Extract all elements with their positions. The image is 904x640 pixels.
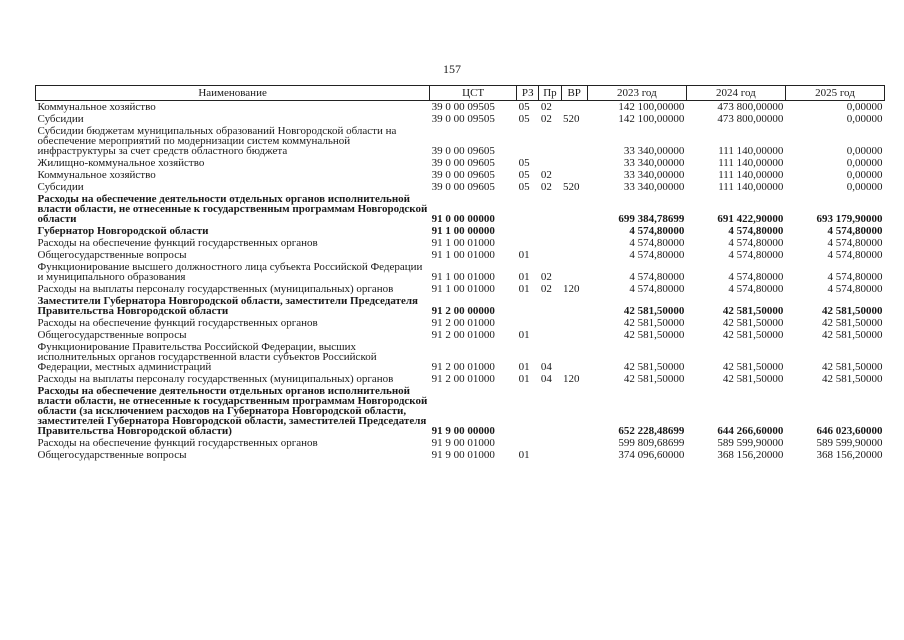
cell-2023: 42 581,50000 (623, 361, 685, 373)
table-row (36, 373, 885, 385)
cell-2025: 4 574,80000 (827, 249, 883, 261)
cell-2024: 473 800,00000 (717, 113, 784, 125)
cell-vr (561, 437, 587, 449)
table-row (36, 193, 885, 225)
cell-vr: 520 (563, 181, 580, 193)
cell-name: Расходы на обеспечение деятельности отдельных органов исполнительной власти области, не отнесенные к государственным программам Новгородской области (за исключением расходов на Губернатора Новгородской области, заместителей Губернатора Новгородской области, заместителей Председателя Правительства Новгородской области) (37, 385, 428, 437)
cell-pr: 02 (540, 271, 552, 283)
cell-2023: 4 574,80000 (629, 237, 685, 249)
cell-2025: 0,00000 (846, 169, 883, 181)
cell-cst: 91 9 00 00000 (431, 425, 495, 437)
cell-cst: 39 0 00 09605 (431, 169, 495, 181)
cell-name: Общегосударственные вопросы (37, 249, 187, 261)
cell-2023: 42 581,50000 (623, 329, 685, 341)
table-row (36, 249, 885, 261)
cell-2025: 4 574,80000 (827, 237, 883, 249)
table-row (36, 125, 885, 157)
table-row (36, 437, 885, 449)
cell-cst: 39 0 00 09505 (431, 113, 495, 125)
cell-vr (561, 157, 587, 169)
header-rz: РЗ (517, 86, 539, 101)
cell-cst: 91 1 00 00000 (431, 225, 495, 237)
cell-rz: 05 (518, 101, 530, 113)
cell-2024: 4 574,80000 (728, 237, 784, 249)
cell-cst: 91 1 00 01000 (431, 271, 495, 283)
cell-pr: 02 (540, 113, 552, 125)
cell-name: Заместители Губернатора Новгородской области, заместители Председателя Правительства Новгородской области (37, 295, 418, 317)
table-row (36, 169, 885, 181)
cell-vr (561, 169, 587, 181)
cell-pr: 02 (540, 169, 552, 181)
cell-cst: 91 9 00 01000 (431, 437, 495, 449)
cell-rz: 01 (518, 283, 530, 295)
cell-vr (561, 237, 587, 249)
cell-2023: 4 574,80000 (629, 283, 685, 295)
cell-2024: 42 581,50000 (722, 305, 784, 317)
cell-2025: 0,00000 (846, 157, 883, 169)
cell-rz (517, 193, 539, 225)
cell-2023: 374 096,60000 (618, 449, 685, 461)
cell-2024: 4 574,80000 (728, 249, 784, 261)
cell-cst: 91 0 00 00000 (431, 213, 495, 225)
cell-2023: 42 581,50000 (623, 305, 685, 317)
cell-2025: 0,00000 (846, 145, 883, 157)
cell-cst: 39 0 00 09505 (431, 101, 495, 113)
cell-rz: 01 (518, 361, 530, 373)
cell-vr (561, 329, 587, 341)
cell-vr (561, 295, 587, 317)
table-row (36, 295, 885, 317)
cell-cst: 91 1 00 01000 (431, 283, 495, 295)
cell-2023: 4 574,80000 (629, 249, 685, 261)
cell-name: Расходы на выплаты персоналу государственных (муниципальных) органов (37, 283, 394, 295)
cell-pr: 02 (540, 181, 552, 193)
cell-2024: 111 140,00000 (718, 145, 784, 157)
cell-cst: 39 0 00 09605 (431, 145, 495, 157)
cell-name: Расходы на обеспечение функций государственных органов (37, 437, 318, 449)
cell-rz: 05 (518, 157, 530, 169)
table-row (36, 181, 885, 193)
cell-pr (539, 193, 561, 225)
cell-cst: 91 2 00 00000 (431, 305, 495, 317)
cell-vr (561, 193, 587, 225)
cell-rz: 05 (518, 169, 530, 181)
table-row (36, 317, 885, 329)
cell-cst: 91 2 00 01000 (431, 329, 495, 341)
header-2025: 2025 год (785, 86, 884, 101)
cell-name: Расходы на обеспечение деятельности отдельных органов исполнительной власти области, не отнесенные к государственным программам Новгородской области (37, 193, 428, 225)
cell-pr: 02 (540, 283, 552, 295)
header-2023: 2023 год (587, 86, 686, 101)
table-row (36, 237, 885, 249)
cell-cst: 91 1 00 01000 (431, 249, 495, 261)
cell-vr: 520 (563, 113, 580, 125)
cell-vr: 120 (563, 283, 580, 295)
cell-2024: 42 581,50000 (722, 373, 784, 385)
cell-vr (561, 249, 587, 261)
cell-2024: 4 574,80000 (728, 283, 784, 295)
cell-2023: 699 384,78699 (618, 213, 685, 225)
cell-cst: 91 2 00 01000 (431, 361, 495, 373)
cell-2025: 0,00000 (846, 113, 883, 125)
table-row (36, 157, 885, 169)
cell-rz: 01 (518, 329, 530, 341)
cell-2025: 589 599,90000 (816, 437, 883, 449)
table-row (36, 283, 885, 295)
cell-2024: 42 581,50000 (722, 329, 784, 341)
cell-2025: 42 581,50000 (822, 373, 883, 385)
cell-cst: 91 9 00 01000 (431, 449, 495, 461)
cell-2023: 33 340,00000 (623, 181, 685, 193)
cell-name: Функционирование Правительства Российской Федерации, высших исполнительных органов государственной власти субъектов Российской Федерации, местных администраций (37, 341, 377, 373)
cell-2024: 42 581,50000 (722, 317, 784, 329)
cell-name: Расходы на обеспечение функций государственных органов (37, 317, 318, 329)
cell-vr (561, 385, 587, 437)
cell-vr (561, 341, 587, 373)
cell-name: Субсидии бюджетам муниципальных образований Новгородской области на обеспечение мероприятий по модернизации систем коммунальной инфраструктуры за счет средств областного бюджета (37, 125, 397, 157)
cell-2025: 42 581,50000 (822, 361, 883, 373)
header-vr: ВР (561, 86, 587, 101)
cell-vr: 120 (563, 373, 580, 385)
cell-pr (539, 437, 561, 449)
table-body (36, 101, 885, 462)
table-row (36, 449, 885, 461)
cell-rz (517, 317, 539, 329)
cell-vr (561, 225, 587, 237)
cell-name: Коммунальное хозяйство (37, 101, 156, 113)
header-name: Наименование (36, 86, 430, 101)
cell-2024: 4 574,80000 (728, 271, 784, 283)
cell-name: Субсидии (37, 181, 84, 193)
cell-pr (539, 125, 561, 157)
cell-pr: 02 (540, 101, 552, 113)
cell-2023: 652 228,48699 (618, 425, 685, 437)
cell-2024: 111 140,00000 (718, 169, 784, 181)
cell-2024: 4 574,80000 (728, 225, 784, 237)
cell-pr (539, 225, 561, 237)
cell-rz (517, 385, 539, 437)
cell-pr (539, 157, 561, 169)
cell-2025: 4 574,80000 (827, 271, 883, 283)
cell-2024: 473 800,00000 (717, 101, 784, 113)
header-2024: 2024 год (686, 86, 785, 101)
cell-pr (539, 385, 561, 437)
budget-table (35, 85, 885, 461)
cell-rz (517, 125, 539, 157)
cell-2024: 368 156,20000 (717, 449, 784, 461)
cell-name: Расходы на обеспечение функций государственных органов (37, 237, 318, 249)
cell-2024: 644 266,60000 (717, 425, 784, 437)
cell-vr (561, 449, 587, 461)
cell-cst: 39 0 00 09605 (431, 181, 495, 193)
cell-rz (517, 437, 539, 449)
cell-2023: 4 574,80000 (629, 225, 685, 237)
cell-2025: 42 581,50000 (822, 317, 883, 329)
cell-name: Коммунальное хозяйство (37, 169, 156, 181)
cell-name: Субсидии (37, 113, 84, 125)
cell-2025: 693 179,90000 (816, 213, 883, 225)
cell-2025: 4 574,80000 (827, 225, 883, 237)
cell-name: Жилищно-коммунальное хозяйство (37, 157, 205, 169)
page-number: 157 (443, 62, 461, 76)
table-header-row (36, 86, 885, 101)
cell-name: Функционирование высшего должностного лица субъекта Российской Федерации и муниципального образования (37, 261, 423, 283)
cell-rz (517, 225, 539, 237)
cell-rz: 01 (518, 271, 530, 283)
cell-rz: 01 (518, 373, 530, 385)
cell-cst: 39 0 00 09605 (431, 157, 495, 169)
cell-2024: 111 140,00000 (718, 181, 784, 193)
cell-pr (539, 249, 561, 261)
cell-cst: 91 2 00 01000 (431, 373, 495, 385)
cell-2025: 0,00000 (846, 181, 883, 193)
cell-pr (539, 329, 561, 341)
cell-2023: 142 100,00000 (618, 113, 685, 125)
table-row (36, 385, 885, 437)
cell-2023: 33 340,00000 (623, 169, 685, 181)
cell-2025: 0,00000 (846, 101, 883, 113)
table-row (36, 261, 885, 283)
cell-name: Общегосударственные вопросы (37, 329, 187, 341)
cell-pr (539, 237, 561, 249)
cell-2023: 33 340,00000 (623, 157, 685, 169)
cell-pr: 04 (540, 361, 552, 373)
cell-2023: 42 581,50000 (623, 317, 685, 329)
cell-name: Расходы на выплаты персоналу государственных (муниципальных) органов (37, 373, 394, 385)
cell-2024: 691 422,90000 (717, 213, 784, 225)
cell-2023: 599 809,68699 (618, 437, 685, 449)
cell-rz: 01 (518, 449, 530, 461)
cell-vr (561, 317, 587, 329)
cell-2023: 142 100,00000 (618, 101, 685, 113)
cell-pr (539, 295, 561, 317)
table-row (36, 225, 885, 237)
cell-pr (539, 449, 561, 461)
cell-2025: 4 574,80000 (827, 283, 883, 295)
table-row (36, 113, 885, 125)
cell-2023: 42 581,50000 (623, 373, 685, 385)
cell-vr (561, 101, 587, 114)
cell-2024: 111 140,00000 (718, 157, 784, 169)
cell-vr (561, 261, 587, 283)
cell-pr: 04 (540, 373, 552, 385)
budget-table-container (35, 85, 885, 461)
cell-name: Губернатор Новгородской области (37, 225, 209, 237)
table-row (36, 341, 885, 373)
cell-rz: 01 (518, 249, 530, 261)
table-row (36, 101, 885, 114)
cell-2025: 646 023,60000 (816, 425, 883, 437)
cell-2023: 4 574,80000 (629, 271, 685, 283)
cell-rz: 05 (518, 113, 530, 125)
cell-2024: 589 599,90000 (717, 437, 784, 449)
cell-2025: 42 581,50000 (822, 329, 883, 341)
header-pr: Пр (539, 86, 561, 101)
table-row (36, 329, 885, 341)
cell-rz (517, 295, 539, 317)
header-cst: ЦСТ (430, 86, 517, 101)
cell-2023: 33 340,00000 (623, 145, 685, 157)
cell-rz: 05 (518, 181, 530, 193)
cell-rz (517, 237, 539, 249)
cell-2025: 368 156,20000 (816, 449, 883, 461)
cell-2025: 42 581,50000 (822, 305, 883, 317)
cell-vr (561, 125, 587, 157)
cell-pr (539, 317, 561, 329)
cell-2024: 42 581,50000 (722, 361, 784, 373)
cell-name: Общегосударственные вопросы (37, 449, 187, 461)
cell-cst: 91 2 00 01000 (431, 317, 495, 329)
cell-cst: 91 1 00 01000 (431, 237, 495, 249)
